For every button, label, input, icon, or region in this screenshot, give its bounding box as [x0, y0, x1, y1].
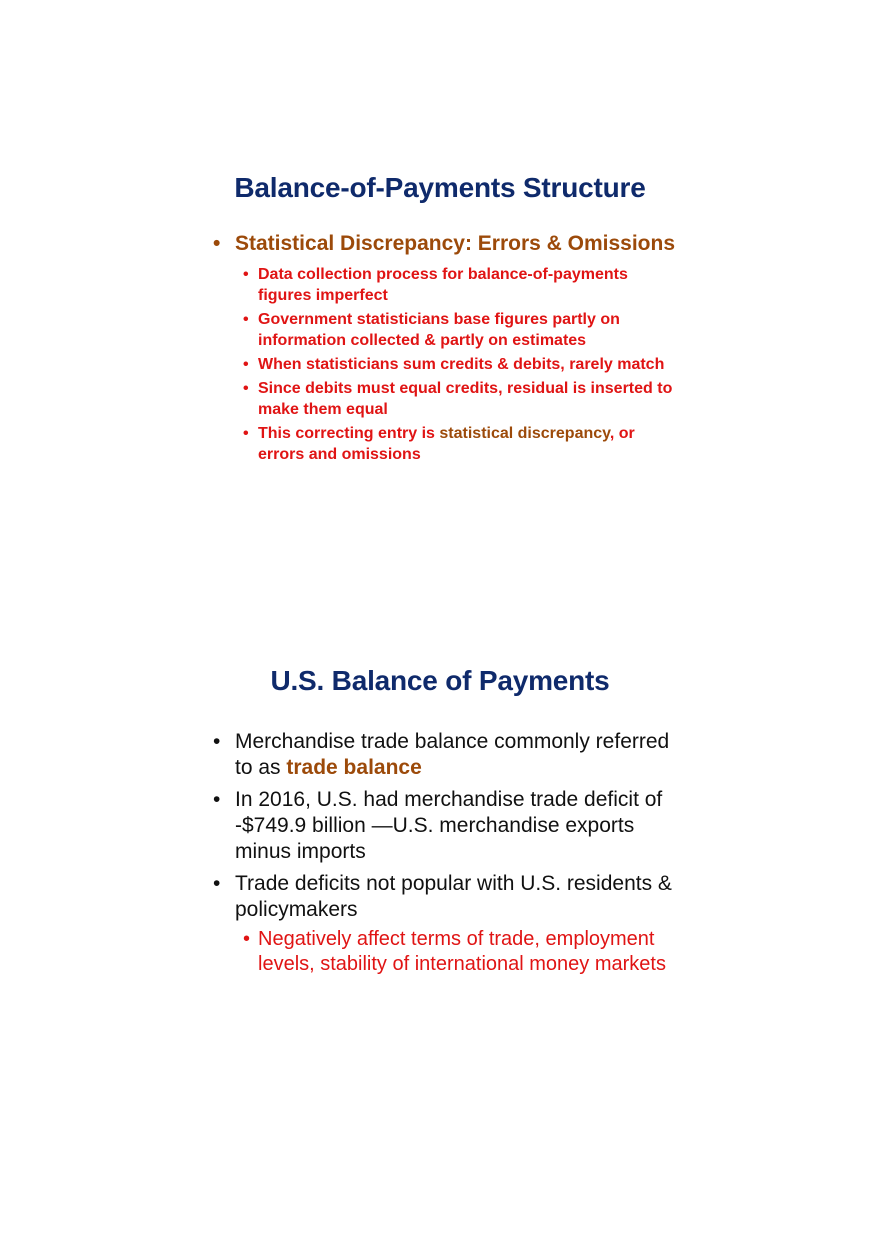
bullet-list: [205, 729, 675, 977]
bullet-trade-deficit-2016: • In 2016, U.S. had merchandise trade deficit of -$749.9 billion —U.S. merchandise exports minus imports: [205, 787, 675, 865]
sub-bullet: • Government statisticians base figures partly on information collected & partly on estimates: [235, 309, 675, 351]
heading-text: Statistical Discrepancy: Errors & Omissions: [235, 232, 676, 255]
text-pre: Merchandise trade balance commonly referred to as: [235, 730, 670, 779]
text-pre: This correcting entry is: [258, 425, 440, 442]
statistical-discrepancy-heading: [205, 230, 675, 465]
text-post: , or errors and omissions: [258, 425, 635, 463]
emphasis-trade-balance: trade balance: [286, 756, 422, 779]
sub-bullet: • Since debits must equal credits, residual is inserted to make them equal: [235, 378, 675, 420]
sub-bullet: • When statisticians sum credits & debits, rarely match: [235, 354, 675, 375]
slide-us-balance-of-payments: [205, 645, 675, 1005]
slide-title: Balance-of-Payments Structure: [234, 172, 646, 203]
bullet-trade-deficits-unpopular: [205, 871, 675, 977]
bullet-trade-balance: [205, 729, 675, 781]
emphasis-statistical-discrepancy: statistical discrepancy: [439, 425, 610, 442]
bullet-text: Trade deficits not popular with U.S. residents & policymakers: [235, 872, 672, 921]
sub-bullet-list: [235, 264, 675, 465]
slide-title: U.S. Balance of Payments: [270, 665, 610, 696]
sub-bullet: • Negatively affect terms of trade, employment levels, stability of international money markets: [235, 927, 675, 977]
bullet-list: [205, 230, 675, 465]
slide-balance-of-payments-structure: [205, 150, 675, 640]
sub-bullet-list: [235, 927, 675, 977]
sub-bullet: • Data collection process for balance-of-payments figures imperfect: [235, 264, 675, 306]
sub-bullet-correcting-entry: [235, 423, 675, 465]
